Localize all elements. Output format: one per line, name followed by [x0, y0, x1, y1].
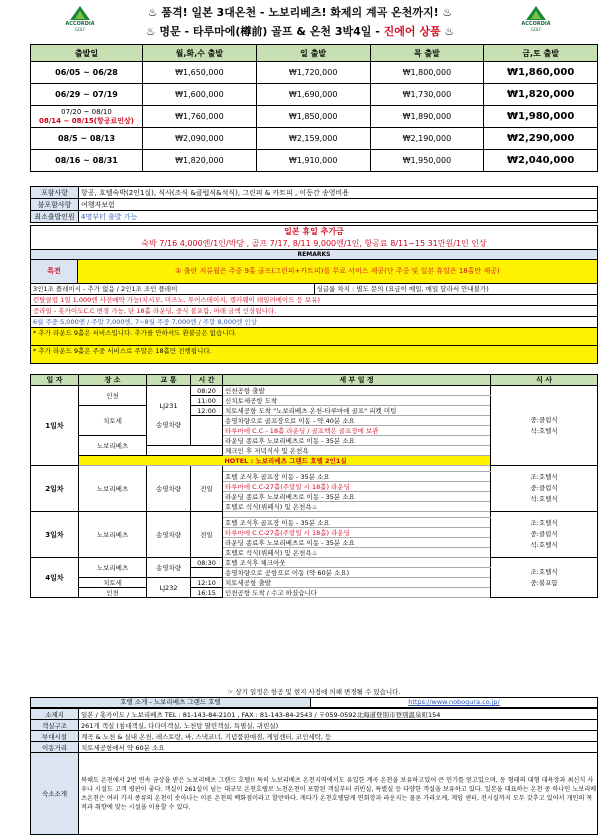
logo-name: ACCORDIA	[65, 21, 95, 27]
hotel-bar	[30, 697, 598, 708]
price-date: 06/05 ~ 06/28	[31, 62, 143, 84]
detail: 호텔로 석식(뷔페식) 및 온천욕♨	[223, 502, 491, 512]
hotel-info-key: 숙소소개	[31, 753, 79, 835]
meal-item: 중:클럽식	[530, 530, 558, 538]
info-key: 불포함사항	[31, 199, 79, 211]
time: 16:15	[191, 588, 223, 598]
title-line2-a: ♨ 명문 - 타루마에(樽前) 골프 & 온천 3박4일 -	[145, 25, 384, 38]
title-line2	[110, 23, 490, 39]
price-date: 08/5 ~ 08/13	[31, 128, 143, 150]
schedule-header: 식 사	[491, 375, 598, 386]
transport: LJ232	[147, 578, 191, 598]
meals	[491, 558, 598, 598]
price-row	[31, 106, 598, 128]
info-row	[31, 199, 598, 211]
remark-3-person: 3인1조 플레이시 - 추가 없음 / 2인1조 조인 플레이	[33, 285, 178, 293]
hotel-info-value: 계곡 & 노천 & 실내 온천, 레스토랑, 바, 스낵코너, 기념품판매점, 게임센터, 코인세탁, 등	[79, 731, 598, 742]
price-cell: ₩1,980,000	[484, 106, 598, 128]
remark-line: * 추가 라운드 9홀은 주중 서비스로 주말은 18홀만 진행됩니다.	[30, 346, 598, 364]
detail: 송영차량으로 공항으로 이동 (약 60분 소요)	[223, 568, 491, 578]
detail: 치토세공항 도착 "노보리베츠 온천-타루마에 골프" 피켓 미팅	[223, 406, 491, 416]
transport	[147, 386, 191, 446]
info-value: 여행자보험	[79, 199, 598, 211]
hotel-info-value: 261개 객실 (침대객실, 다다미객실, 노천탕 딸린객실, 특별실, 귀빈실)	[79, 720, 598, 731]
info-key: 최소출발인원	[31, 211, 79, 223]
price-cell: ₩1,820,000	[484, 84, 598, 106]
price-cell: ₩1,850,000	[256, 106, 370, 128]
detail: 타루마에 C.C - 18홀 라운딩 / 골프백은 골프장에 보관	[223, 426, 491, 436]
hotel-bar-label: 호텔 소개 - 노보리베츠 그랜드 호텔	[31, 698, 311, 707]
detail: 라운딩 종료후 노보리베츠로 이동 - 35분 소요	[223, 436, 491, 446]
info-row	[31, 187, 598, 199]
flight-number: LJ231	[159, 402, 178, 410]
price-date	[31, 106, 143, 128]
hotel-info-row	[31, 742, 598, 753]
place: 인천	[79, 588, 147, 598]
meal-item: 중:클럽식	[530, 484, 558, 492]
info-row	[31, 211, 598, 223]
hotel-description: 북해도 온천에서 2번 연속 금상을 받은 노보리베츠 그랜드 호텔!! 특히 노보리베츠 온천지역에서도 유일한 계곡 온천을 보유하고있어 큰 인기를 얻고있으며, 동 형태의 대형 대욕장과 최신식 사우나 시설도 고객 평판이 좋다. 객실이 261실이 넘는 대규모 온천호텔로 노천온천이 포함된 객실부터 귀빈실, 특별실 등 다양한 객실을 보유하고 있다. 일본을 대표하는 온천 중 하나인 노보리베츠온천은 여러 가지 종류의 온천이 솟아나는 이른 온천의 백화점이라고 할만하다. 게다가 온천호텔답게 연회장과 라운지는 물론 가라오케, 게임 센터, 전시실까지 모두 갖추고 있어서 개인의 목적과 취향에 맞는 시설을 이용할 수 있다.	[79, 753, 598, 835]
place: 인천	[79, 386, 147, 406]
hotel-info-value: 치토세공항에서 약 60분 소요	[79, 742, 598, 753]
price-cell: ₩2,159,000	[256, 128, 370, 150]
price-cell: ₩1,910,000	[256, 150, 370, 172]
place: 노보리베츠	[79, 558, 147, 578]
price-cell: ₩1,600,000	[143, 84, 257, 106]
hotel-info-row	[31, 731, 598, 742]
meal-item: 조:호텔식	[530, 519, 558, 527]
place: 치토세	[79, 578, 147, 588]
detail: 치토세공항 출발	[223, 578, 491, 588]
hotel-info-row	[31, 720, 598, 731]
detail: 인천공항 출발	[223, 386, 491, 396]
logo-mountain-icon	[70, 6, 90, 20]
price-cell: ₩1,690,000	[256, 84, 370, 106]
remark-single-room: 싱글룸 차지 : 별도 문의 (요금이 매일, 매일 달라서 안내불가)	[314, 284, 598, 294]
hotel-info-key: 부대시설	[31, 731, 79, 742]
hotel-info-key: 이동거리	[31, 742, 79, 753]
remarks-label: REMARKS	[30, 250, 598, 260]
hotel-info-row	[31, 753, 598, 835]
day-label: 1일차	[31, 386, 79, 466]
holiday-surcharge-notice	[30, 225, 598, 250]
meal-item: 석:호텔식	[530, 495, 558, 503]
remark-line: 6월 주중 5,000엔 / 주말 7,000엔, 7~8월 주중 7,000엔 / 주말 8,000엔 인상	[30, 317, 598, 328]
schedule-header: 시 간	[191, 375, 223, 386]
day-label: 3일차	[31, 512, 79, 558]
hotel-info-value: 일본 / 홋카이도 / 노보리베츠 TEL : 81-143-84-2101 , FAX : 81-143-84-2543 / 〒059-0592北海道登別市登別温泉町154	[79, 709, 598, 720]
detail: 체크인 후 저녁식사 및 온천욕	[223, 446, 491, 456]
price-date-b: 08/14 ~ 08/15(항공료인상)	[38, 116, 135, 125]
price-cell: ₩1,720,000	[256, 62, 370, 84]
info-key: 포함사항	[31, 187, 79, 199]
time: 08:20	[191, 386, 223, 396]
special-key: 특전	[30, 260, 78, 284]
price-cell: ₩1,800,000	[370, 62, 484, 84]
time: 전일	[191, 512, 223, 558]
hotel-info-key: 객실구조	[31, 720, 79, 731]
special-benefit	[30, 260, 598, 284]
meal-item: 중:불포함	[530, 578, 558, 587]
price-row	[31, 62, 598, 84]
remarks-lines	[30, 284, 598, 364]
logo-name: ACCORDIA	[521, 21, 551, 27]
accordia-logo-right	[516, 6, 556, 32]
detail: 타루마에 C.C-27홀(주말일 시 18홀) 라운딩	[223, 482, 491, 492]
schedule-table	[30, 374, 598, 598]
price-header: 일 출발	[256, 45, 370, 62]
time: 12:00	[191, 406, 223, 416]
schedule-header: 교 통	[147, 375, 191, 386]
meals	[491, 512, 598, 558]
detail: 라운딩 종료후 노보리베츠로 이동 - 35분 소요	[223, 492, 491, 502]
detail: 인천공항 도착 / 수고 하셨습니다	[223, 588, 491, 598]
day-label: 4일차	[31, 558, 79, 598]
meal-item: 중:클럽식	[530, 415, 558, 424]
info-table	[30, 186, 598, 223]
schedule-header: 장 소	[79, 375, 147, 386]
detail: 타루마에 C.C-27홀(주말일 시 18홀) 라운딩	[223, 528, 491, 538]
info-value: 4명부터 출발 가능	[79, 211, 598, 223]
place: 노보리베츠	[79, 466, 147, 512]
price-row	[31, 128, 598, 150]
price-cell: ₩1,650,000	[143, 62, 257, 84]
detail: 호텔 조식후 골프장 이동 - 35분 소요	[223, 472, 491, 482]
day-label: 2일차	[31, 466, 79, 512]
place: 노보리베츠	[79, 512, 147, 558]
time-empty	[191, 416, 223, 446]
price-cell: ₩1,890,000	[370, 106, 484, 128]
detail: 호텔 조식후 체크아웃	[223, 558, 491, 568]
notice-title: 일본 휴일 추가금	[284, 227, 344, 236]
meals	[491, 466, 598, 512]
hotel-info-key: 소재지	[31, 709, 79, 720]
meal-item: 조:호텔식	[530, 473, 558, 481]
detail: 신치토세공항 도착	[223, 396, 491, 406]
notice-line: 숙박 7/16 4,000엔/1인/박당 , 골프 7/17, 8/11 9,000엔/1인, 항공료 8/11~15 31만원/1인 인상	[141, 239, 487, 248]
logo-sub: GOLF	[530, 27, 542, 32]
detail: 호텔 조식후 골프장 이동 - 35분 소요	[223, 518, 491, 528]
price-cell: ₩2,040,000	[484, 150, 598, 172]
accordia-logo-left	[60, 6, 100, 32]
title-line2-c: ♨	[440, 25, 455, 38]
empty	[147, 446, 223, 456]
price-cell: ₩1,820,000	[143, 150, 257, 172]
price-row	[31, 150, 598, 172]
time: 08:30	[191, 558, 223, 568]
detail: 호텔로 석식(뷔페식) 및 온천욕♨	[223, 548, 491, 558]
logo-sub: GOLF	[74, 27, 86, 32]
transfer: 송영차량	[155, 421, 182, 429]
price-header-row	[31, 45, 598, 62]
price-cell: ₩1,860,000	[484, 62, 598, 84]
remark-line: * 추가 라운드 9홀은 서비스입니다. 추가를 안하셔도 환불금은 없습니다.	[30, 328, 598, 346]
schedule-header: 일 자	[31, 375, 79, 386]
detail: 라운딩 종료후 노보리베츠로 이동 - 35분 소요	[223, 538, 491, 548]
price-cell: ₩2,190,000	[370, 128, 484, 150]
time: 12:10	[191, 578, 223, 588]
transport: 송영차량	[147, 512, 191, 558]
schedule-header: 세 부 일 정	[223, 375, 491, 386]
price-date-a: 07/20 ~ 08/10	[61, 107, 112, 116]
price-header: 목 출발	[370, 45, 484, 62]
info-value: 항공, 호텔숙박(2인1실), 식사(조식 &클럽식&석식), 그린피 & 카트피 , 이동간 송영비용	[79, 187, 598, 199]
price-header: 월,화,수 출발	[143, 45, 257, 62]
price-date: 08/16 ~ 08/31	[31, 150, 143, 172]
price-cell: ₩1,760,000	[143, 106, 257, 128]
title-line1: ♨ 품격! 일본 3대온천 - 노보리베츠! 화제의 계곡 온천까지! ♨	[147, 6, 453, 19]
logo-mountain-icon	[526, 6, 546, 20]
price-cell: ₩1,950,000	[370, 150, 484, 172]
price-date: 06/29 ~ 07/19	[31, 84, 143, 106]
price-table	[30, 44, 598, 172]
time: 11:00	[191, 396, 223, 406]
price-header: 출발일	[31, 45, 143, 62]
price-cell: ₩2,290,000	[484, 128, 598, 150]
transport: 송영차량	[147, 466, 191, 512]
time: 전일	[191, 466, 223, 512]
header	[0, 0, 600, 44]
meal-item: 석:호텔식	[530, 426, 558, 435]
schedule-note: ☞ 상기 일정은 항공 및 현지 사정에 의해 변경될 수 있습니다.	[227, 688, 401, 696]
place: 노보리베츠	[79, 436, 147, 456]
price-header: 금,토 출발	[484, 45, 598, 62]
special-value: ① 출란 저류월은 주중 9홀 골프(그린피+카트피)를 무료 서비스 제공(단 주중 및 일본 휴일은 18홀만 제공)	[78, 260, 598, 284]
price-cell: ₩2,090,000	[143, 128, 257, 150]
hotel-info-table	[30, 708, 598, 835]
meals	[491, 386, 598, 466]
time-empty	[191, 568, 223, 578]
hotel-url-link[interactable]: https://www.nobogura.co.jp/	[408, 698, 500, 706]
meal-item: 석:호텔식	[530, 541, 558, 549]
hotel-info-row	[31, 709, 598, 720]
hotel-line: HOTEL : 노보리베츠 그랜드 호텔 2인1실	[79, 456, 491, 466]
transport: 송영차량	[147, 558, 191, 578]
remark-line	[30, 284, 598, 295]
schedule-header-row	[31, 375, 598, 386]
remark-line: 런탈클럽 1일 1,000엔 사전예약 가능(치시모, 미즈노, 투어스테이지, 캘러웨이 테일러메이드 등 보유)	[30, 295, 598, 306]
meal-item: 조:호텔식	[530, 567, 558, 576]
remark-line: 증라일 - 홋카이도C.C 변경 가능, 단 18홀 라운딩, 중식 불포함, 아래 금액 인상됩니다.	[30, 306, 598, 317]
detail: 송영차량으로 골프장으로 이동 - 약 40분 소요	[223, 416, 491, 426]
title-line2-product: 진에어 상품	[383, 25, 441, 38]
price-cell: ₩1,730,000	[370, 84, 484, 106]
price-row	[31, 84, 598, 106]
place: 치토세	[79, 406, 147, 436]
